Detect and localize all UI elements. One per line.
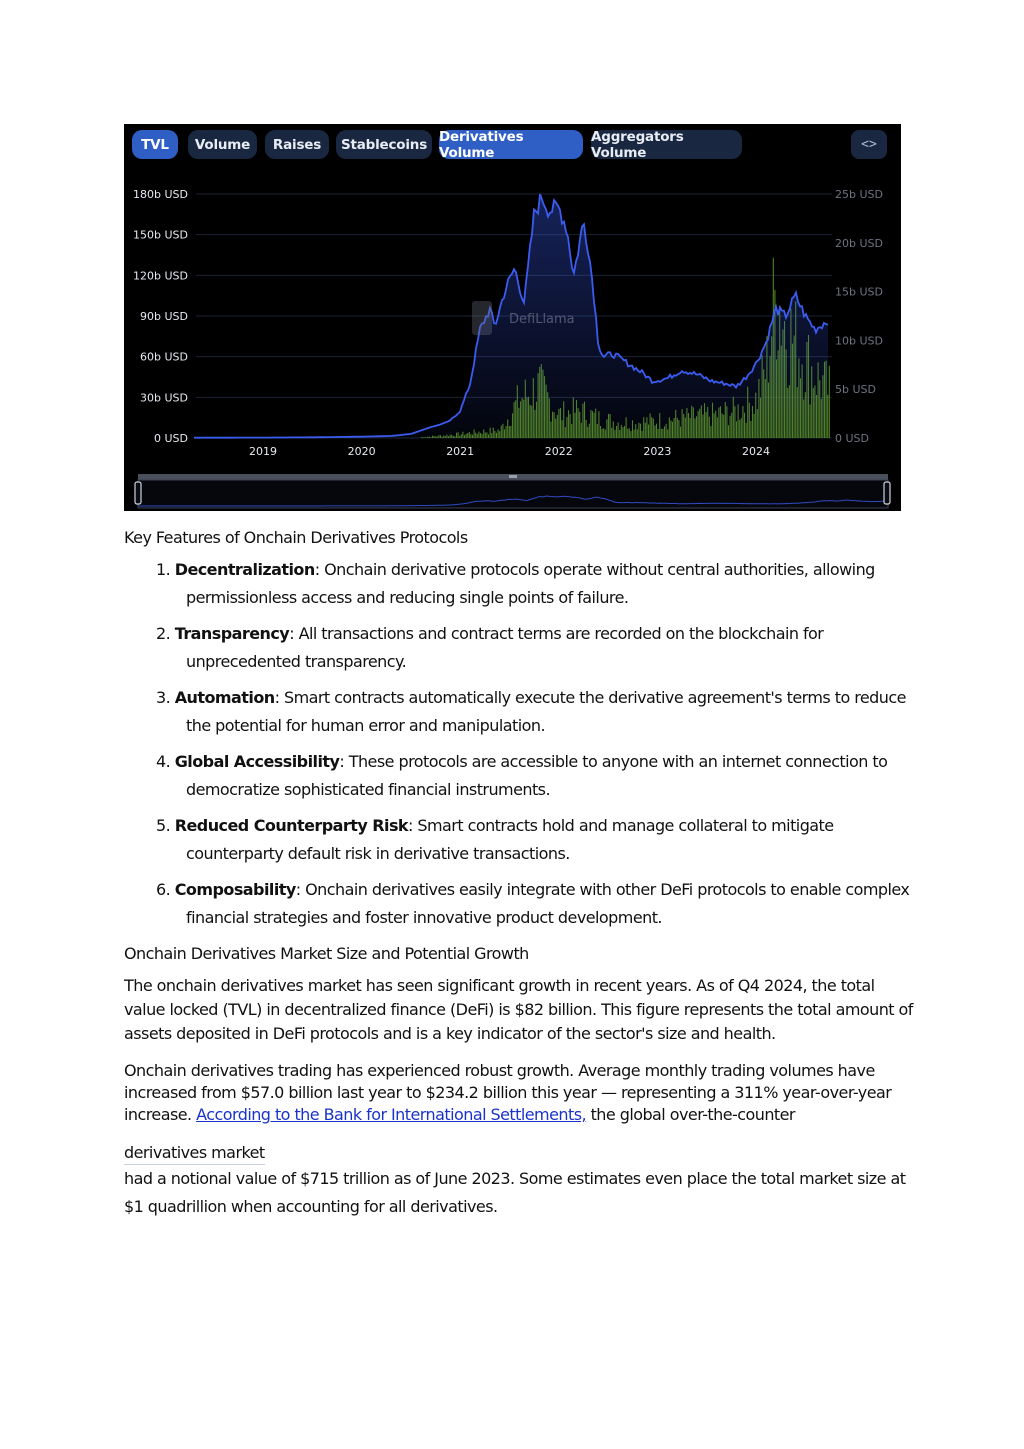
y-left-tick-label: 120b USD (133, 269, 188, 283)
features-list (124, 556, 914, 932)
list-item: 6. Composability: Onchain derivatives easily integrate with other DeFi protocols to enable complex financial strategies and foster innovative product development. (156, 880, 910, 927)
x-tick-label: 2022 (544, 445, 573, 458)
y-right-tick-label: 15b USD (835, 285, 883, 299)
derivatives-market-text: derivatives market (124, 1142, 265, 1165)
range-handle-left-icon[interactable] (135, 482, 141, 504)
y-left-tick-label: 30b USD (140, 391, 188, 405)
list-item: 4. Global Accessibility: These protocols are accessible to anyone with an internet connection to democratize sophisticated financial instruments. (156, 752, 888, 799)
tab-raises[interactable]: Raises (265, 130, 329, 159)
tab-volume[interactable]: Volume (188, 130, 257, 159)
y-right-tick-label: 20b USD (835, 236, 883, 250)
document-body (124, 524, 914, 1221)
y-right-tick-label: 5b USD (835, 383, 876, 397)
y-axis-left (133, 188, 188, 445)
y-right-tick-label: 10b USD (835, 334, 883, 348)
y-right-tick-label: 25b USD (835, 188, 883, 201)
y-left-tick-label: 90b USD (140, 310, 188, 323)
tab-derivatives-volume[interactable]: Derivatives Volume (439, 130, 583, 159)
y-right-tick-label: 0 USD (835, 432, 869, 445)
tvl-chart (124, 124, 901, 511)
range-grip-icon (509, 475, 517, 478)
y-left-tick-label: 180b USD (133, 188, 188, 201)
list-item: 2. Transparency: All transactions and contract terms are recorded on the blockchain for unprecedented transparency. (156, 624, 824, 671)
y-axis-right (835, 188, 883, 445)
tab-tvl[interactable]: TVL (132, 130, 178, 159)
defillama-watermark: DefiLlama (509, 312, 575, 327)
paragraph-trading-growth: Onchain derivatives trading has experienced robust growth. Average monthly trading volumes have increased from $57.0 billion last year to $234.2 billion this year — representing a 311% year-over-year increase. According to the Bank for International Settlements, the global over-the-counter derivatives market had a notional value of $715 trillion as of June 2023. Some estimates even place the total market size at $1 quadrillion when accounting for all derivatives. (124, 1061, 906, 1216)
list-item: 1. Decentralization: Onchain derivative protocols operate without central authorities, allowing permissionless access and reducing single points of failure. (156, 560, 875, 607)
x-tick-label: 2019 (249, 445, 277, 458)
paragraph-tvl: The onchain derivatives market has seen significant growth in recent years. As of Q4 2024, the total value locked (TVL) in decentralized finance (DeFi) is $82 billion. This figure represents the total amount of assets deposited in DeFi protocols and is a key indicator of the sector's size and health. (124, 976, 913, 1043)
y-left-tick-label: 60b USD (140, 350, 188, 364)
bis-link[interactable]: According to the Bank for International Settlements, (196, 1105, 587, 1124)
defillama-chart-figure (124, 124, 901, 511)
tab-stablecoins[interactable]: Stablecoins (336, 130, 432, 159)
volume-bar (829, 366, 830, 438)
x-axis (249, 445, 770, 458)
x-tick-label: 2023 (643, 445, 672, 458)
defillama-logo-icon (472, 301, 492, 335)
y-left-tick-label: 150b USD (133, 228, 188, 242)
list-item: 5. Reduced Counterparty Risk: Smart contracts hold and manage collateral to mitigate counterparty default risk in derivative transactions. (156, 816, 834, 863)
list-item: 3. Automation: Smart contracts automatically execute the derivative agreement's terms to reduce the potential for human error and manipulation. (156, 688, 906, 735)
section-heading-market-size: Onchain Derivatives Market Size and Potential Growth (124, 944, 529, 963)
section-heading-key-features: Key Features of Onchain Derivatives Protocols (124, 528, 468, 547)
range-handle-right-icon[interactable] (884, 482, 890, 504)
tab-aggregators-volume[interactable]: Aggregators Volume (591, 130, 742, 159)
code-icon: <> (861, 137, 877, 152)
x-tick-label: 2020 (347, 445, 376, 458)
y-left-tick-label: 0 USD (154, 432, 188, 445)
x-tick-label: 2024 (742, 445, 770, 458)
x-tick-label: 2021 (446, 445, 475, 458)
